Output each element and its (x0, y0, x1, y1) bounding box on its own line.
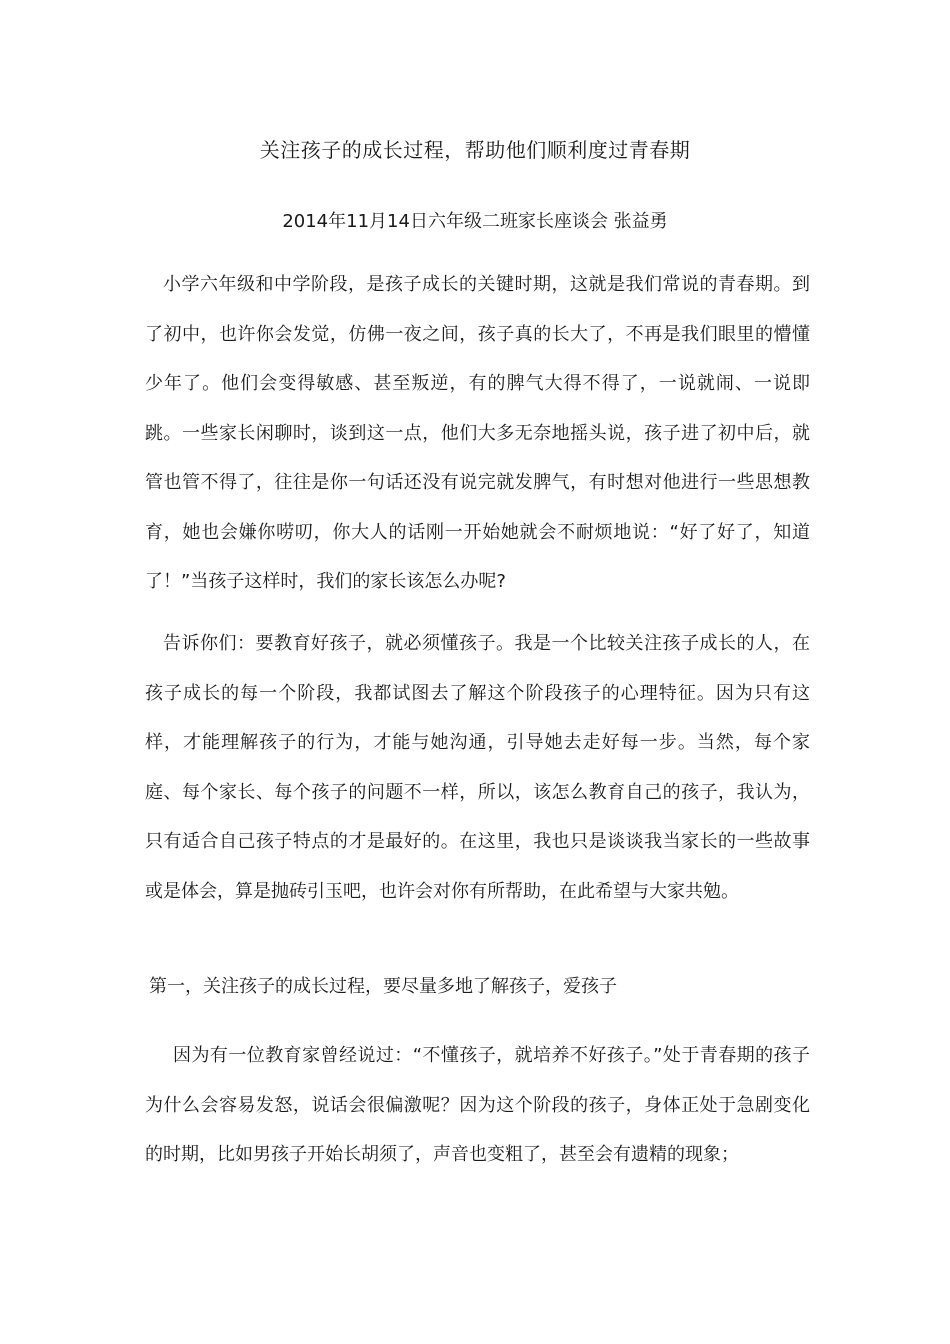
paragraph-advice: 告诉你们：要教育好孩子，就必须懂孩子。我是一个比较关注孩子成长的人，在孩子成长的每一个阶段，我都试图去了解这个阶段孩子的心理特征。因为只有这样，才能理解孩子的行为，才能与她沟通，引导她去走好每一步。当然，每个家庭、每个家长、每个孩子的问题不一样，所以，该怎么教育自己的孩子，我认为，只有适合自己孩子特点的才是最好的。在这里，我也只是谈谈我当家长的一些故事或是体会，算是抛砖引玉吧，也许会对你有所帮助，在此希望与大家共勉。 (145, 633, 810, 902)
section-heading-first: 第一，关注孩子的成长过程，要尽量多地了解孩子，爱孩子 (149, 976, 617, 997)
document-title: 关注孩子的成长过程，帮助他们顺利度过青春期 (259, 138, 691, 162)
paragraph-first-section: 因为有一位教育家曾经说过：“不懂孩子，就培养不好孩子。”处于青春期的孩子为什么会容易发怒，说话会很偏激呢？因为这个阶段的孩子，身体正处于急剧变化的时期，比如男孩子开始长胡须了，声音也变粗了，甚至会有遗精的现象； (145, 1045, 810, 1165)
paragraph-intro: 小学六年级和中学阶段，是孩子成长的关键时期，这就是我们常说的青春期。到了初中，也许你会发觉，仿佛一夜之间，孩子真的长大了，不再是我们眼里的懵懂少年了。他们会变得敏感、甚至叛逆，有的脾气大得不得了，一说就闹、一说即跳。一些家长闲聊时，谈到这一点，他们大多无奈地摇头说，孩子进了初中后，就管也管不得了，往往是你一句话还没有说完就发脾气，有时想对他进行一些思想教育，她也会嫌你唠叨，你大人的话刚一开始她就会不耐烦地说：“好了好了，知道了！”当孩子这样时，我们的家长该怎么办呢? (145, 274, 810, 592)
document-subtitle: 2014年11月14日六年级二班家长座谈会 张益勇 (282, 211, 668, 232)
